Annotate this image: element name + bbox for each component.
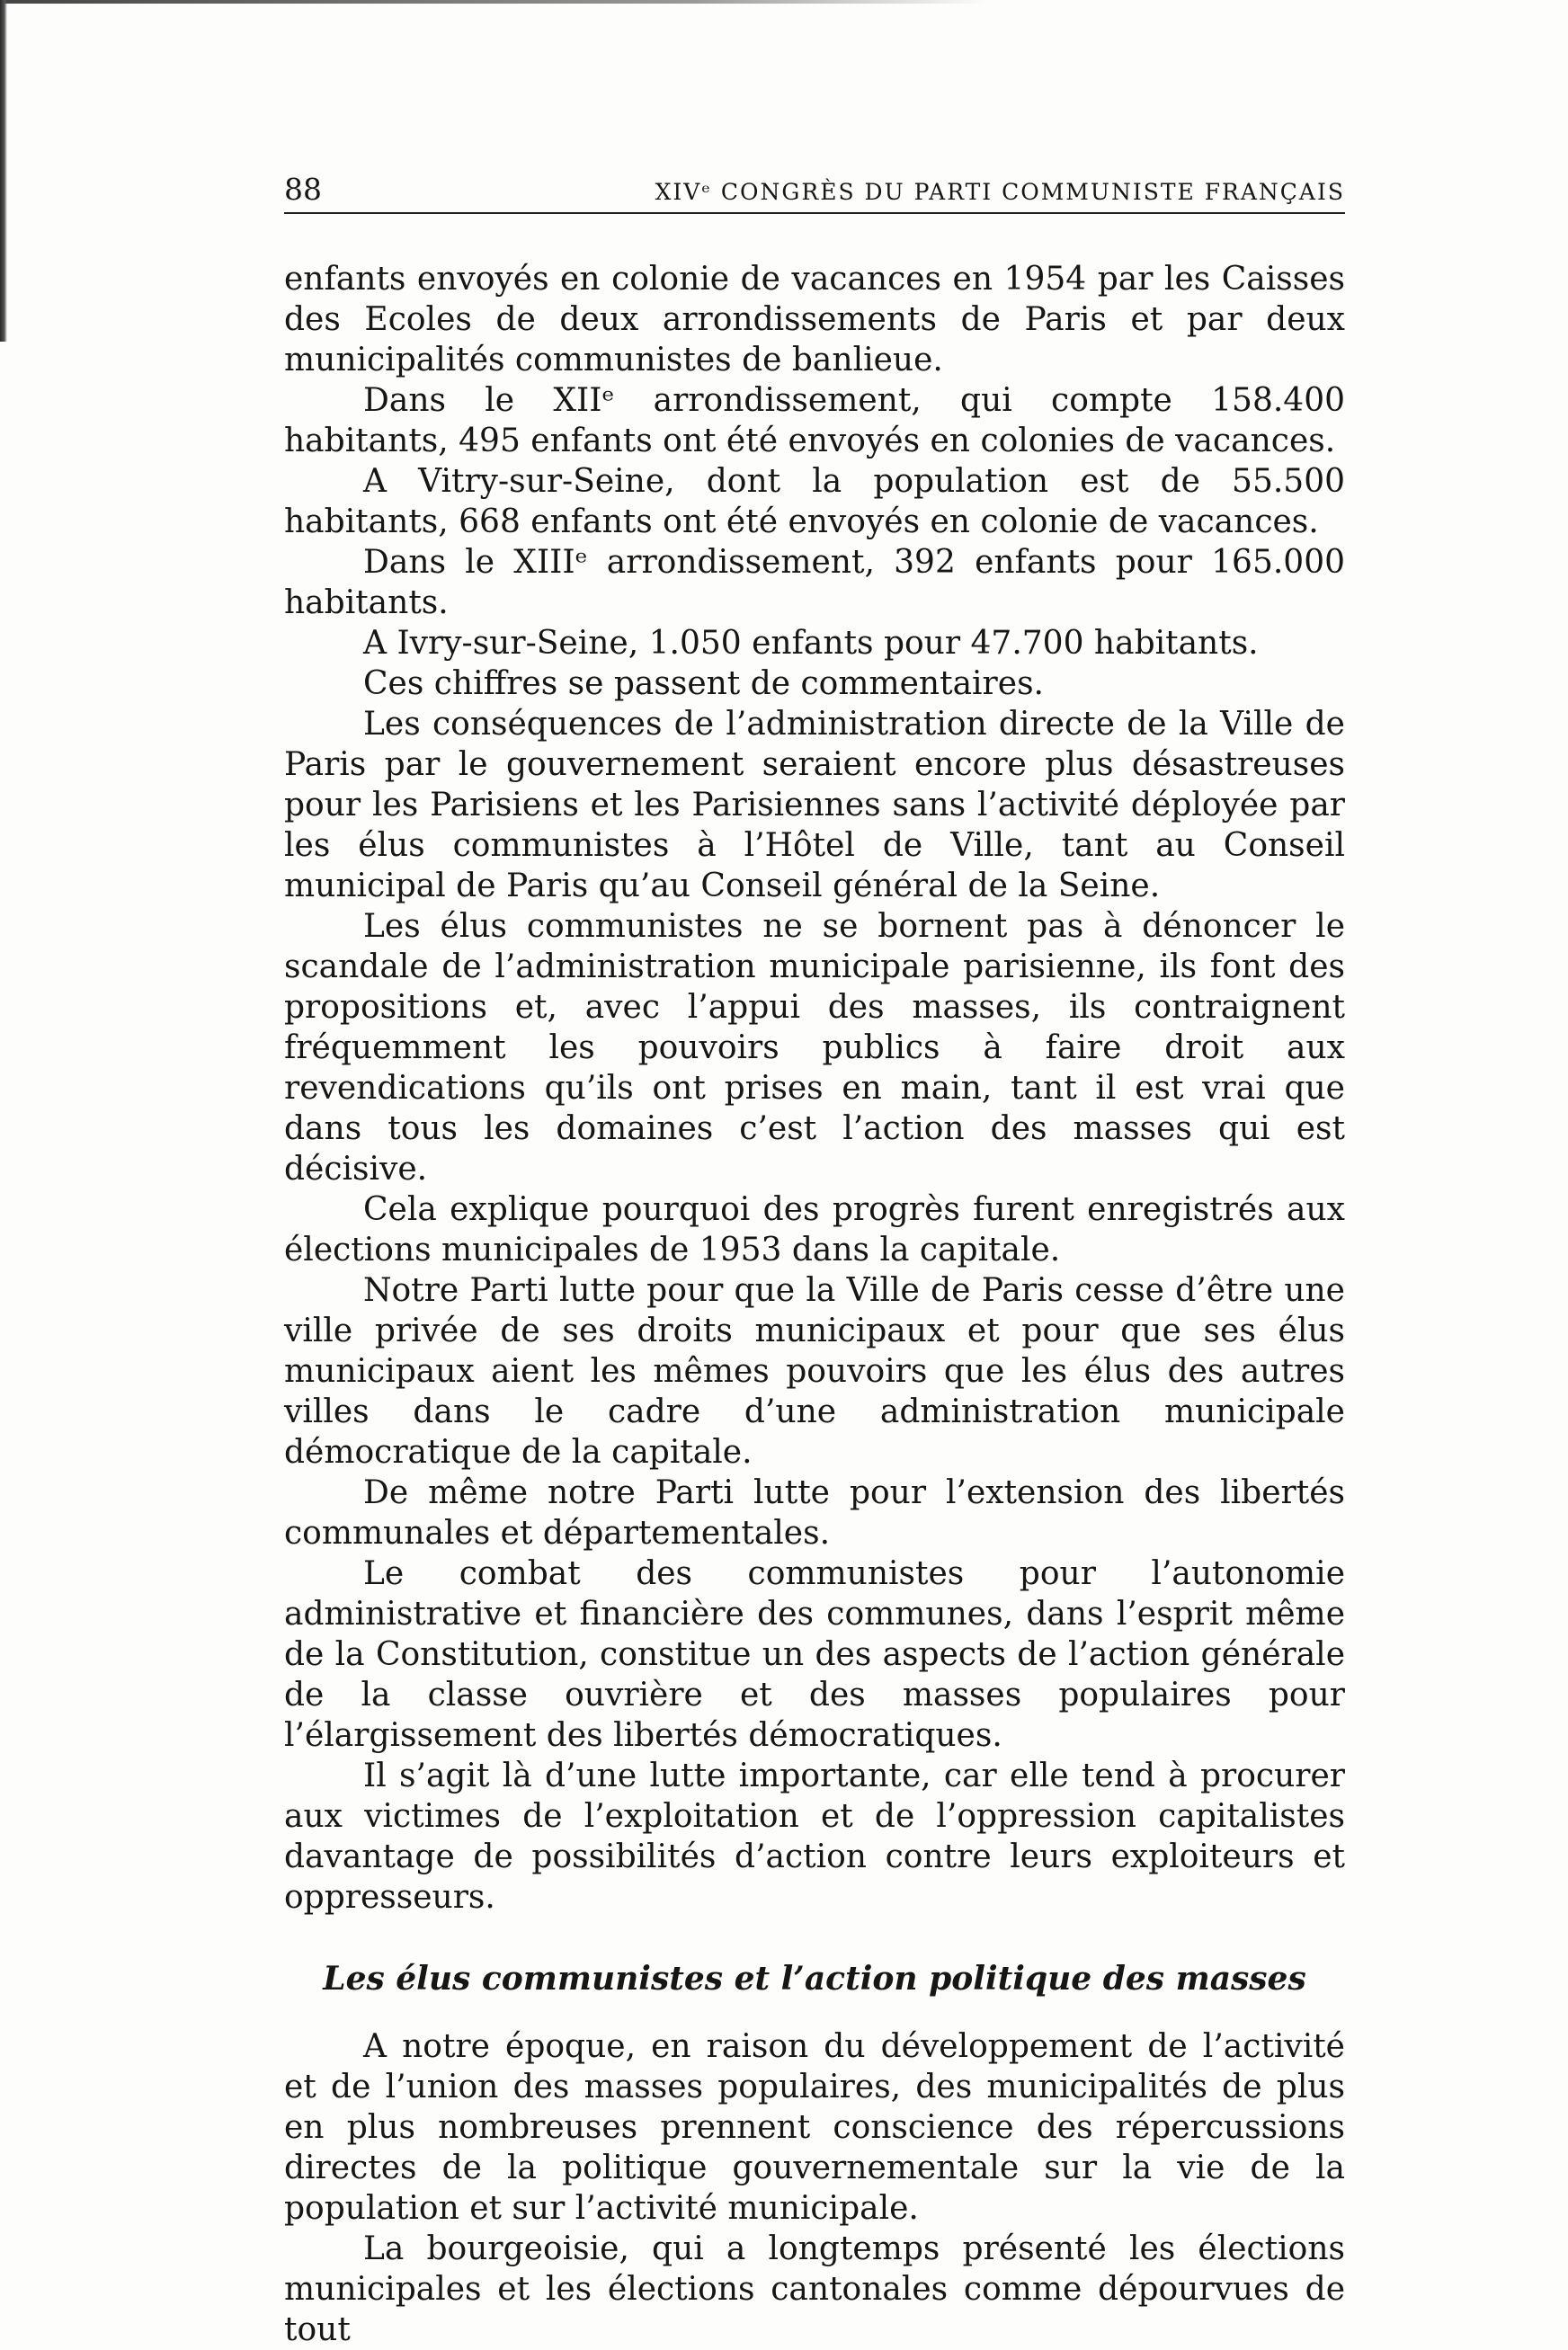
paragraph: Ces chiffres se passent de commentaires. xyxy=(363,665,1044,702)
scan-edge-left xyxy=(0,0,7,342)
paragraph: Il s’agit là d’une lutte importante, car elle tend à procurer aux victimes de l’exploitation et de l’oppression capitalistes davantage de possibilités d’action contre leurs exploiteurs et oppresseurs. xyxy=(284,1758,1345,1916)
paragraph: A Ivry-sur-Seine, 1.050 enfants pour 47.700 habitants. xyxy=(363,625,1259,662)
header-rule xyxy=(284,212,1345,214)
paragraph: La bourgeoisie, qui a longtemps présenté les élections municipales et les élections cantonales comme dépourvues de tout xyxy=(284,2230,1345,2348)
paragraph: Le combat des communistes pour l’autonomie administrative et financière des communes, dans l’esprit même de la Constitution, constitue un des aspects de l’action générale de la classe ouvrière et des masses populaires pour l’élargissement des libertés démocratiques. xyxy=(284,1555,1345,1754)
paragraph: Les conséquences de l’administration directe de la Ville de Paris par le gouvernement seraient encore plus désastreuses pour les Parisiens et les Parisiennes sans l’activité déployée par les élus communistes à l’Hôtel de Ville, tant au Conseil municipal de Paris qu’au Conseil général de la Seine. xyxy=(284,706,1345,904)
paragraph: A Vitry-sur-Seine, dont la population est de 55.500 habitants, 668 enfants ont été envoyés en colonie de vacances. xyxy=(284,463,1345,540)
page-header xyxy=(284,164,1345,214)
scan-edge-top xyxy=(0,0,989,4)
paragraph: Dans le XIIᵉ arrondissement, qui compte 158.400 habitants, 495 enfants ont été envoyés en colonies de vacances. xyxy=(284,382,1345,459)
paragraph: Notre Parti lutte pour que la Ville de Paris cesse d’être une ville privée de ses droits municipaux et pour que ses élus municipaux aient les mêmes pouvoirs que les élus des autres villes dans le cadre d’une administration municipale démocratique de la capitale. xyxy=(284,1272,1345,1471)
paragraph: De même notre Parti lutte pour l’extension des libertés communales et départementales. xyxy=(284,1474,1345,1552)
paragraph: Les élus communistes ne se bornent pas à dénoncer le scandale de l’administration municipale parisienne, ils font des propositions et, avec l’appui des masses, ils contraignent fréquemment les pouvoirs publics à faire droit aux revendications qu’ils ont prises en main, tant il est vrai que dans tous les domaines c’est l’action des masses qui est décisive. xyxy=(284,908,1345,1188)
body-text xyxy=(284,259,1345,2350)
paragraph: Cela explique pourquoi des progrès furent enregistrés aux élections municipales de 1953 dans la capitale. xyxy=(284,1191,1345,1268)
paragraph: A notre époque, en raison du développement de l’activité et de l’union des masses populaires, des municipalités de plus en plus nombreuses prennent conscience des répercussions directes de la politique gouvernementale sur la vie de la population et sur l’activité municipale. xyxy=(284,2028,1345,2227)
paragraph-continuation: enfants envoyés en colonie de vacances en 1954 par les Caisses des Ecoles de deux arrondissements de Paris et par deux municipalités communistes de banlieue. xyxy=(284,261,1345,378)
paragraph: Dans le XIIIᵉ arrondissement, 392 enfants pour 165.000 habitants. xyxy=(284,544,1345,621)
section-heading: Les élus communistes et l’action politique des masses xyxy=(323,1960,1306,1998)
running-title: XIVᵉ CONGRÈS DU PARTI COMMUNISTE FRANÇAIS xyxy=(655,179,1345,205)
page-number: 88 xyxy=(284,172,322,207)
